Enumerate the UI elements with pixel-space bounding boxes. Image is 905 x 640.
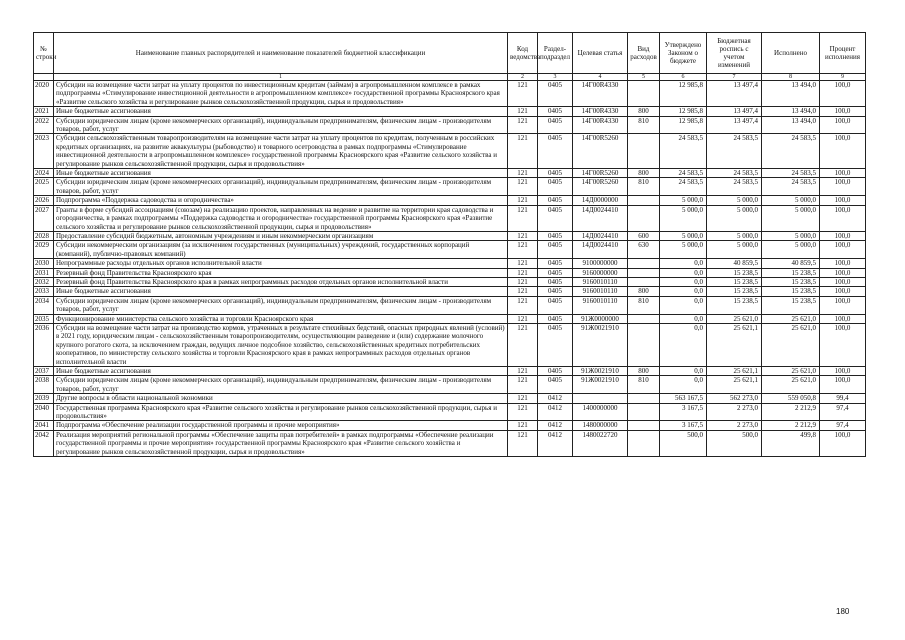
row-dept-code: 121 <box>508 134 538 169</box>
row-name: Функционирование министерства сельского хозяйства и торговли Красноярского края <box>54 314 508 323</box>
row-number: 2025 <box>34 178 54 196</box>
table-row <box>34 231 866 240</box>
row-executed-amount: 24 583,5 <box>762 169 820 178</box>
row-percent: 100,0 <box>820 107 866 116</box>
row-approved-amount: 0,0 <box>660 277 707 286</box>
row-dept-code: 121 <box>508 421 538 430</box>
row-name: Субсидии на возмещение части затрат на уплату процентов по инвестиционным кредитам (займам) в агропромышленном комплексе в рамках подпрограммы «Стимулирование инвестиционной деятельности в агропромышленном комплексе» государственной программы Красноярского края «Развитие сельского хозяйства и регулирование рынков сельскохозяйственной продукции, сырья и продовольствия» <box>54 81 508 107</box>
header-expense-type: Вид расходов <box>628 33 660 74</box>
row-percent: 100,0 <box>820 268 866 277</box>
row-approved-amount: 3 167,5 <box>660 421 707 430</box>
row-target-code: 91Ж0000000 <box>573 314 628 323</box>
row-section-code: 0405 <box>538 81 573 107</box>
row-expense-type: 800 <box>628 367 660 376</box>
column-number: 3 <box>538 74 573 81</box>
table-row <box>34 376 866 394</box>
row-section-code: 0405 <box>538 268 573 277</box>
row-number: 2021 <box>34 107 54 116</box>
row-expense-type <box>628 268 660 277</box>
row-number: 2031 <box>34 268 54 277</box>
row-name: Государственная программа Красноярского края «Развитие сельского хозяйства и регулирование рынков сельскохозяйственной продукции, сырья и продовольствия» <box>54 403 508 421</box>
row-name: Иные бюджетные ассигнования <box>54 367 508 376</box>
table-row <box>34 205 866 231</box>
row-target-code: 1480022720 <box>573 430 628 456</box>
row-executed-amount: 2 212,9 <box>762 403 820 421</box>
row-number: 2033 <box>34 287 54 296</box>
row-target-code <box>573 394 628 403</box>
table-row <box>34 394 866 403</box>
row-dept-code: 121 <box>508 277 538 286</box>
row-number: 2040 <box>34 403 54 421</box>
row-dept-code: 121 <box>508 394 538 403</box>
row-percent: 100,0 <box>820 367 866 376</box>
row-expense-type <box>628 394 660 403</box>
row-target-code: 9160010110 <box>573 296 628 314</box>
row-executed-amount: 5 000,0 <box>762 241 820 259</box>
row-dept-code: 121 <box>508 169 538 178</box>
row-expense-type <box>628 134 660 169</box>
row-section-code: 0405 <box>538 205 573 231</box>
budget-report-sheet <box>33 32 865 457</box>
row-percent: 100,0 <box>820 430 866 456</box>
row-executed-amount: 40 859,5 <box>762 259 820 268</box>
header-section: Раздел-подраздел <box>538 33 573 74</box>
row-number: 2035 <box>34 314 54 323</box>
row-section-code: 0405 <box>538 277 573 286</box>
row-dept-code: 121 <box>508 430 538 456</box>
row-name: Субсидии юридическим лицам (кроме некоммерческих организаций), индивидуальным предпринимателям, физическим лицам - производителям товаров, работ, услуг <box>54 376 508 394</box>
row-section-code: 0405 <box>538 107 573 116</box>
row-number: 2024 <box>34 169 54 178</box>
row-expense-type: 600 <box>628 231 660 240</box>
table-row <box>34 169 866 178</box>
column-number: 1 <box>54 74 508 81</box>
row-dept-code: 121 <box>508 268 538 277</box>
row-section-code: 0405 <box>538 169 573 178</box>
row-section-code: 0405 <box>538 259 573 268</box>
row-name: Резервный фонд Правительства Красноярского края <box>54 268 508 277</box>
row-target-code: 9160010110 <box>573 277 628 286</box>
row-name: Реализация мероприятий региональной программы «Обеспечение защиты прав потребителей» в рамках подпрограммы «Обеспечение реализации государственной программы и прочие мероприятия» государственной программы Красноярского края «Развитие сельского хозяйства и регулирование рынков сельскохозяйственной продукции, сырья и продовольствия» <box>54 430 508 456</box>
row-name: Субсидии некоммерческим организациям (за исключением государственных (муниципальных) учреждений, государственных корпораций (компаний), публично-правовых компаний) <box>54 241 508 259</box>
row-number: 2039 <box>34 394 54 403</box>
row-executed-amount: 15 238,5 <box>762 268 820 277</box>
row-number: 2036 <box>34 323 54 366</box>
budget-table <box>33 32 866 457</box>
row-budget-amount: 5 000,0 <box>707 196 762 205</box>
page-number: 180 <box>836 607 850 616</box>
row-percent: 100,0 <box>820 323 866 366</box>
row-section-code: 0405 <box>538 323 573 366</box>
table-row <box>34 296 866 314</box>
row-budget-amount: 25 621,1 <box>707 323 762 366</box>
header-executed: Исполнено <box>762 33 820 74</box>
row-budget-amount: 5 000,0 <box>707 241 762 259</box>
row-executed-amount: 25 621,0 <box>762 314 820 323</box>
row-dept-code: 121 <box>508 107 538 116</box>
row-number: 2028 <box>34 231 54 240</box>
row-section-code: 0412 <box>538 430 573 456</box>
row-name: Субсидии на возмещение части затрат на производство кормов, утраченных в результате стихийных бедствий, опасных природных явлений (условий) в 2021 году, юридическим лицам - сельскохозяйственным товаропроизводителям, осуществляющим разведение и (или) содержание молочного крупного рогатого скота, за исключением граждан, ведущих личное подсобное хозяйство, сельскохозяйственных кредитных потребительских кооперативов, по министерству сельского хозяйства и торговли Красноярского края в рамках непрограммных расходов отдельных органов исполнительной власти <box>54 323 508 366</box>
row-section-code: 0405 <box>538 241 573 259</box>
row-percent: 100,0 <box>820 277 866 286</box>
table-row <box>34 268 866 277</box>
row-dept-code: 121 <box>508 196 538 205</box>
row-section-code: 0405 <box>538 134 573 169</box>
row-percent: 100,0 <box>820 259 866 268</box>
row-dept-code: 121 <box>508 287 538 296</box>
table-row <box>34 314 866 323</box>
row-budget-amount: 5 000,0 <box>707 231 762 240</box>
row-expense-type <box>628 314 660 323</box>
row-executed-amount: 24 583,5 <box>762 178 820 196</box>
row-percent: 100,0 <box>820 134 866 169</box>
header-target: Целевая статья <box>573 33 628 74</box>
row-expense-type: 800 <box>628 107 660 116</box>
row-name: Иные бюджетные ассигнования <box>54 107 508 116</box>
row-target-code: 91Ж0021910 <box>573 323 628 366</box>
row-target-code: 14Г00R5260 <box>573 134 628 169</box>
row-expense-type <box>628 205 660 231</box>
row-budget-amount: 2 273,0 <box>707 403 762 421</box>
row-budget-amount: 24 583,5 <box>707 169 762 178</box>
row-number: 2042 <box>34 430 54 456</box>
row-executed-amount: 13 494,0 <box>762 107 820 116</box>
row-name: Другие вопросы в области национальной экономики <box>54 394 508 403</box>
row-section-code: 0405 <box>538 196 573 205</box>
row-executed-amount: 25 621,0 <box>762 323 820 366</box>
row-executed-amount: 5 000,0 <box>762 196 820 205</box>
row-budget-amount: 15 238,5 <box>707 277 762 286</box>
row-executed-amount: 499,8 <box>762 430 820 456</box>
row-budget-amount: 500,0 <box>707 430 762 456</box>
row-approved-amount: 12 985,8 <box>660 107 707 116</box>
row-target-code: 9160010110 <box>573 287 628 296</box>
row-number: 2041 <box>34 421 54 430</box>
row-percent: 99,4 <box>820 394 866 403</box>
table-row <box>34 107 866 116</box>
row-expense-type: 810 <box>628 116 660 134</box>
row-executed-amount: 5 000,0 <box>762 231 820 240</box>
row-name: Резервный фонд Правительства Красноярского края в рамках непрограммных расходов отдельных органов исполнительной власти <box>54 277 508 286</box>
row-budget-amount: 25 621,1 <box>707 376 762 394</box>
row-percent: 97,4 <box>820 403 866 421</box>
row-section-code: 0405 <box>538 314 573 323</box>
header-name: Наименование главных распорядителей и наименование показателей бюджетной классификации <box>54 33 508 74</box>
table-row <box>34 134 866 169</box>
row-target-code: 14Г00R4330 <box>573 116 628 134</box>
row-approved-amount: 0,0 <box>660 268 707 277</box>
row-executed-amount: 24 583,5 <box>762 134 820 169</box>
row-budget-amount: 5 000,0 <box>707 205 762 231</box>
row-number: 2030 <box>34 259 54 268</box>
row-section-code: 0405 <box>538 116 573 134</box>
column-number: 2 <box>508 74 538 81</box>
row-approved-amount: 0,0 <box>660 287 707 296</box>
row-percent: 100,0 <box>820 287 866 296</box>
row-number: 2029 <box>34 241 54 259</box>
row-percent: 97,4 <box>820 421 866 430</box>
row-number: 2027 <box>34 205 54 231</box>
row-budget-amount: 24 583,5 <box>707 178 762 196</box>
row-budget-amount: 15 238,5 <box>707 287 762 296</box>
row-section-code: 0405 <box>538 376 573 394</box>
row-target-code: 1480000000 <box>573 421 628 430</box>
row-dept-code: 121 <box>508 241 538 259</box>
row-dept-code: 121 <box>508 178 538 196</box>
row-approved-amount: 563 167,5 <box>660 394 707 403</box>
row-number: 2037 <box>34 367 54 376</box>
row-budget-amount: 13 497,4 <box>707 81 762 107</box>
row-approved-amount: 12 985,8 <box>660 81 707 107</box>
column-number: 7 <box>707 74 762 81</box>
row-number: 2020 <box>34 81 54 107</box>
row-name: Предоставление субсидий бюджетным, автономным учреждениям и иным некоммерческим организациям <box>54 231 508 240</box>
row-name: Субсидии юридическим лицам (кроме некоммерческих организаций), индивидуальным предпринимателям, физическим лицам - производителям товаров, работ, услуг <box>54 116 508 134</box>
column-number <box>34 74 54 81</box>
table-row <box>34 323 866 366</box>
column-number: 8 <box>762 74 820 81</box>
row-approved-amount: 0,0 <box>660 376 707 394</box>
row-number: 2032 <box>34 277 54 286</box>
row-number: 2022 <box>34 116 54 134</box>
row-budget-amount: 562 273,0 <box>707 394 762 403</box>
row-dept-code: 121 <box>508 314 538 323</box>
row-percent: 100,0 <box>820 241 866 259</box>
row-dept-code: 121 <box>508 323 538 366</box>
row-name: Иные бюджетные ассигнования <box>54 169 508 178</box>
table-row <box>34 430 866 456</box>
table-row <box>34 287 866 296</box>
table-header-row <box>34 33 866 74</box>
row-budget-amount: 2 273,0 <box>707 421 762 430</box>
header-percent: Процент исполнения <box>820 33 866 74</box>
row-approved-amount: 0,0 <box>660 367 707 376</box>
row-dept-code: 121 <box>508 296 538 314</box>
row-dept-code: 121 <box>508 376 538 394</box>
row-approved-amount: 5 000,0 <box>660 231 707 240</box>
row-executed-amount: 2 212,9 <box>762 421 820 430</box>
row-target-code: 1400000000 <box>573 403 628 421</box>
row-number: 2023 <box>34 134 54 169</box>
row-target-code: 9100000000 <box>573 259 628 268</box>
row-approved-amount: 24 583,5 <box>660 169 707 178</box>
row-section-code: 0412 <box>538 421 573 430</box>
row-approved-amount: 0,0 <box>660 296 707 314</box>
row-target-code: 14Г00R5260 <box>573 178 628 196</box>
row-number: 2034 <box>34 296 54 314</box>
row-number: 2026 <box>34 196 54 205</box>
header-budget-list: Бюджетная роспись с учетом изменений <box>707 33 762 74</box>
row-approved-amount: 5 000,0 <box>660 241 707 259</box>
row-budget-amount: 24 583,5 <box>707 134 762 169</box>
row-expense-type <box>628 403 660 421</box>
table-row <box>34 259 866 268</box>
row-target-code: 14Г00R5260 <box>573 169 628 178</box>
row-target-code: 14Г00R4330 <box>573 81 628 107</box>
row-dept-code: 121 <box>508 231 538 240</box>
column-number-row <box>34 74 866 81</box>
table-row <box>34 277 866 286</box>
header-row-no: № строки <box>34 33 54 74</box>
row-expense-type <box>628 323 660 366</box>
row-expense-type: 800 <box>628 169 660 178</box>
row-section-code: 0405 <box>538 287 573 296</box>
row-section-code: 0405 <box>538 231 573 240</box>
row-expense-type <box>628 277 660 286</box>
table-row <box>34 178 866 196</box>
row-name: Подпрограмма «Поддержка садоводства и огородничества» <box>54 196 508 205</box>
table-body <box>34 81 866 457</box>
row-executed-amount: 25 621,0 <box>762 367 820 376</box>
column-number: 4 <box>573 74 628 81</box>
row-percent: 100,0 <box>820 169 866 178</box>
row-percent: 100,0 <box>820 81 866 107</box>
row-expense-type: 810 <box>628 296 660 314</box>
row-expense-type <box>628 421 660 430</box>
row-executed-amount: 5 000,0 <box>762 205 820 231</box>
header-dept: Код ведомства <box>508 33 538 74</box>
row-name: Субсидии юридическим лицам (кроме некоммерческих организаций), индивидуальным предпринимателям, физическим лицам - производителям товаров, работ, услуг <box>54 178 508 196</box>
row-approved-amount: 24 583,5 <box>660 134 707 169</box>
column-number: 9 <box>820 74 866 81</box>
table-row <box>34 241 866 259</box>
column-number: 5 <box>628 74 660 81</box>
row-dept-code: 121 <box>508 259 538 268</box>
row-percent: 100,0 <box>820 196 866 205</box>
row-dept-code: 121 <box>508 205 538 231</box>
row-target-code: 14Д0024410 <box>573 205 628 231</box>
row-approved-amount: 5 000,0 <box>660 205 707 231</box>
row-executed-amount: 13 494,0 <box>762 81 820 107</box>
table-row <box>34 196 866 205</box>
header-approved: Утверждено Законом о бюджете <box>660 33 707 74</box>
row-dept-code: 121 <box>508 367 538 376</box>
row-executed-amount: 15 238,5 <box>762 277 820 286</box>
row-budget-amount: 13 497,4 <box>707 116 762 134</box>
table-row <box>34 81 866 107</box>
row-approved-amount: 3 167,5 <box>660 403 707 421</box>
row-dept-code: 121 <box>508 116 538 134</box>
row-budget-amount: 40 859,5 <box>707 259 762 268</box>
row-approved-amount: 12 985,8 <box>660 116 707 134</box>
row-target-code: 14Д0024410 <box>573 231 628 240</box>
row-approved-amount: 5 000,0 <box>660 196 707 205</box>
row-target-code: 14Г00R4330 <box>573 107 628 116</box>
row-approved-amount: 500,0 <box>660 430 707 456</box>
row-budget-amount: 13 497,4 <box>707 107 762 116</box>
row-target-code: 91Ж0021910 <box>573 367 628 376</box>
row-expense-type: 630 <box>628 241 660 259</box>
row-target-code: 91Ж0021910 <box>573 376 628 394</box>
row-number: 2038 <box>34 376 54 394</box>
row-target-code: 14Д0000000 <box>573 196 628 205</box>
row-section-code: 0412 <box>538 403 573 421</box>
row-approved-amount: 24 583,5 <box>660 178 707 196</box>
row-section-code: 0412 <box>538 394 573 403</box>
row-approved-amount: 0,0 <box>660 323 707 366</box>
row-budget-amount: 15 238,5 <box>707 296 762 314</box>
row-target-code: 9160000000 <box>573 268 628 277</box>
row-expense-type: 810 <box>628 178 660 196</box>
row-executed-amount: 15 238,5 <box>762 287 820 296</box>
row-expense-type <box>628 81 660 107</box>
table-row <box>34 421 866 430</box>
row-percent: 100,0 <box>820 116 866 134</box>
row-budget-amount: 25 621,0 <box>707 314 762 323</box>
row-expense-type <box>628 196 660 205</box>
row-percent: 100,0 <box>820 376 866 394</box>
row-section-code: 0405 <box>538 367 573 376</box>
column-number: 6 <box>660 74 707 81</box>
row-executed-amount: 559 050,8 <box>762 394 820 403</box>
row-expense-type: 800 <box>628 287 660 296</box>
row-executed-amount: 13 494,0 <box>762 116 820 134</box>
row-dept-code: 121 <box>508 403 538 421</box>
row-name: Иные бюджетные ассигнования <box>54 287 508 296</box>
row-approved-amount: 0,0 <box>660 259 707 268</box>
row-name: Непрограммные расходы отдельных органов исполнительной власти <box>54 259 508 268</box>
row-section-code: 0405 <box>538 296 573 314</box>
row-budget-amount: 15 238,5 <box>707 268 762 277</box>
row-executed-amount: 25 621,0 <box>762 376 820 394</box>
row-budget-amount: 25 621,1 <box>707 367 762 376</box>
row-section-code: 0405 <box>538 178 573 196</box>
row-percent: 100,0 <box>820 231 866 240</box>
row-approved-amount: 0,0 <box>660 314 707 323</box>
row-name: Субсидии юридическим лицам (кроме некоммерческих организаций), индивидуальным предпринимателям, физическим лицам - производителям товаров, работ, услуг <box>54 296 508 314</box>
row-executed-amount: 15 238,5 <box>762 296 820 314</box>
row-expense-type: 810 <box>628 376 660 394</box>
table-row <box>34 116 866 134</box>
row-expense-type <box>628 259 660 268</box>
row-name: Подпрограмма «Обеспечение реализации государственной программы и прочие мероприятия» <box>54 421 508 430</box>
row-name: Гранты в форме субсидий ассоциациям (союзам) на реализацию проектов, направленных на ведение и развитие на территории края садоводства и огородничества, в рамках подпрограммы «Поддержка садоводства и огородничества» государственной программы Красноярского края «Развитие сельского хозяйства и регулирование рынков сельскохозяйственной продукции, сырья и продовольствия» <box>54 205 508 231</box>
table-row <box>34 403 866 421</box>
row-expense-type <box>628 430 660 456</box>
table-row <box>34 367 866 376</box>
row-dept-code: 121 <box>508 81 538 107</box>
row-percent: 100,0 <box>820 178 866 196</box>
row-percent: 100,0 <box>820 296 866 314</box>
row-name: Субсидии сельскохозяйственным товаропроизводителям на возмещение части затрат на уплату процентов по кредитам, полученным в российских кредитных организациях, на развитие аквакультуры (рыбоводство) и товарного осетроводства в рамках подпрограммы «Стимулирование инвестиционной деятельности в агропромышленном комплексе» государственной программы Красноярского края «Развитие сельского хозяйства и регулирование рынков сельскохозяйственной продукции, сырья и продовольствия» <box>54 134 508 169</box>
row-target-code: 14Д0024410 <box>573 241 628 259</box>
row-percent: 100,0 <box>820 314 866 323</box>
row-percent: 100,0 <box>820 205 866 231</box>
